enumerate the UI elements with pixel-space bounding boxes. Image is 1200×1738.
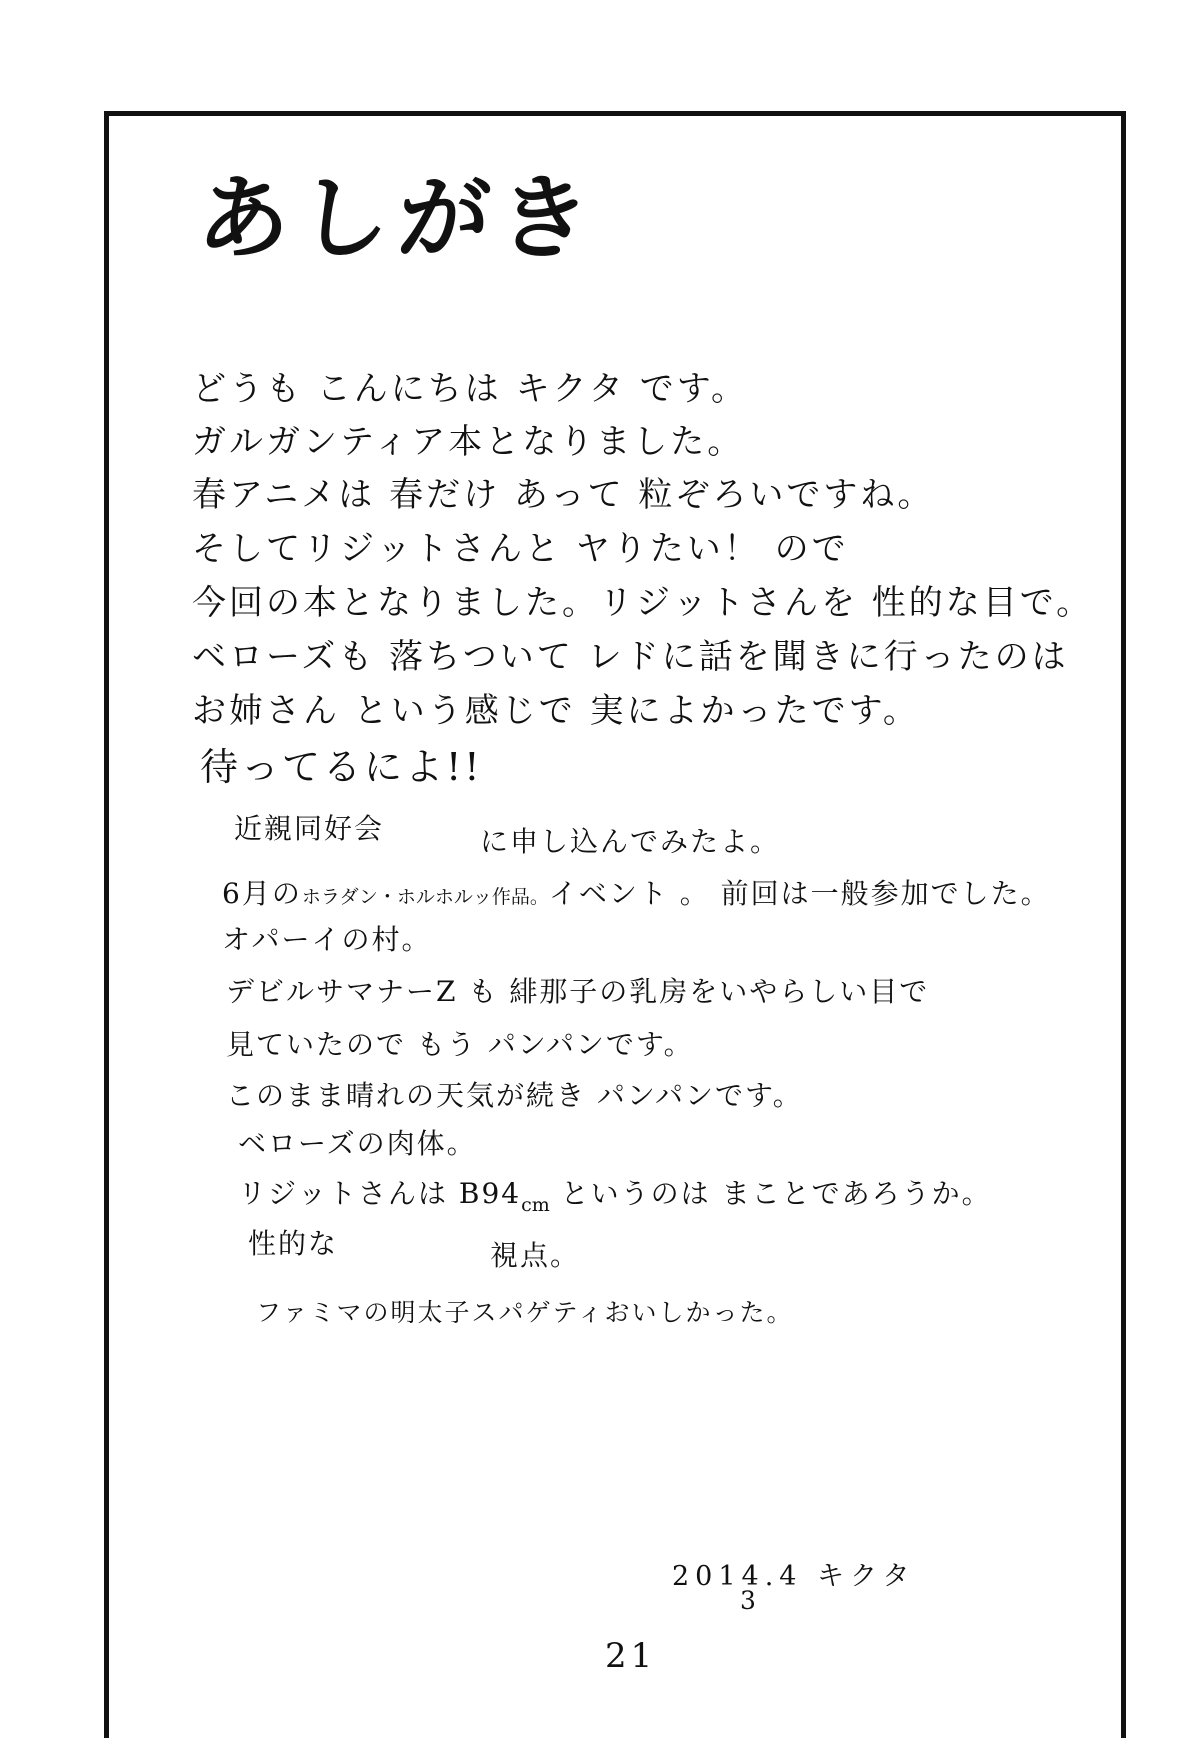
page-number: 21	[605, 1636, 657, 1676]
page-title: あしがき	[194, 164, 602, 272]
paragraph-line: 春アニメは 春だけ あって 粒ぞろいですね。	[192, 475, 935, 515]
note-kinshin-rest: に申し込んでみたよ。	[480, 825, 781, 858]
note-june-rest: イベント 。 前回は一般参加でした。	[548, 877, 1051, 910]
closing-exclamation: 待ってるによ!!	[200, 745, 483, 789]
note-rigid-unit: cm	[521, 1194, 550, 1216]
paragraph-line: そしてリジットさんと ヤりたい！ ので	[192, 529, 849, 569]
note-june-small: ホラダン・ホルホルッ作品。	[301, 886, 549, 908]
paragraph-line: ガルガンティア本となりました。	[192, 422, 745, 462]
signature-sub: 3	[740, 1586, 756, 1615]
note-rigid-b: というのは まことであろうか。	[549, 1177, 992, 1210]
note-devil-1: デビルサマナーZ も 緋那子の乳房をいやらしい目で	[226, 975, 930, 1008]
note-famima: ファミマの明太子スパゲティおいしかった。	[256, 1298, 794, 1327]
signature-date: 2014.4 キクタ	[672, 1561, 916, 1592]
paragraph-line: お姉さん という感じで 実によかったです。	[192, 691, 920, 731]
paragraph-line: どうも こんにちは キクタ です。	[192, 369, 749, 409]
note-devil-3: このまま晴れの天気が続き パンパンです。	[226, 1079, 803, 1112]
note-kinshin: 近親同好会	[234, 812, 385, 845]
note-seiteki: 性的な	[248, 1227, 339, 1260]
paragraph-line: ベローズも 落ちついて レドに話を聞きに行ったのは	[192, 637, 1069, 677]
paragraph-line: 今回の本となりました。リジットさんを 性的な目で。	[192, 583, 1094, 623]
note-opai: オパーイの村。	[222, 923, 432, 956]
note-bellows: ベローズの肉体。	[238, 1127, 477, 1160]
note-shiten: 視点。	[490, 1239, 581, 1272]
note-june-prefix: 6月の	[222, 877, 302, 910]
note-devil-2: 見ていたので もう パンパンです。	[226, 1028, 694, 1061]
note-rigid-a: リジットさんは B94	[238, 1177, 522, 1210]
